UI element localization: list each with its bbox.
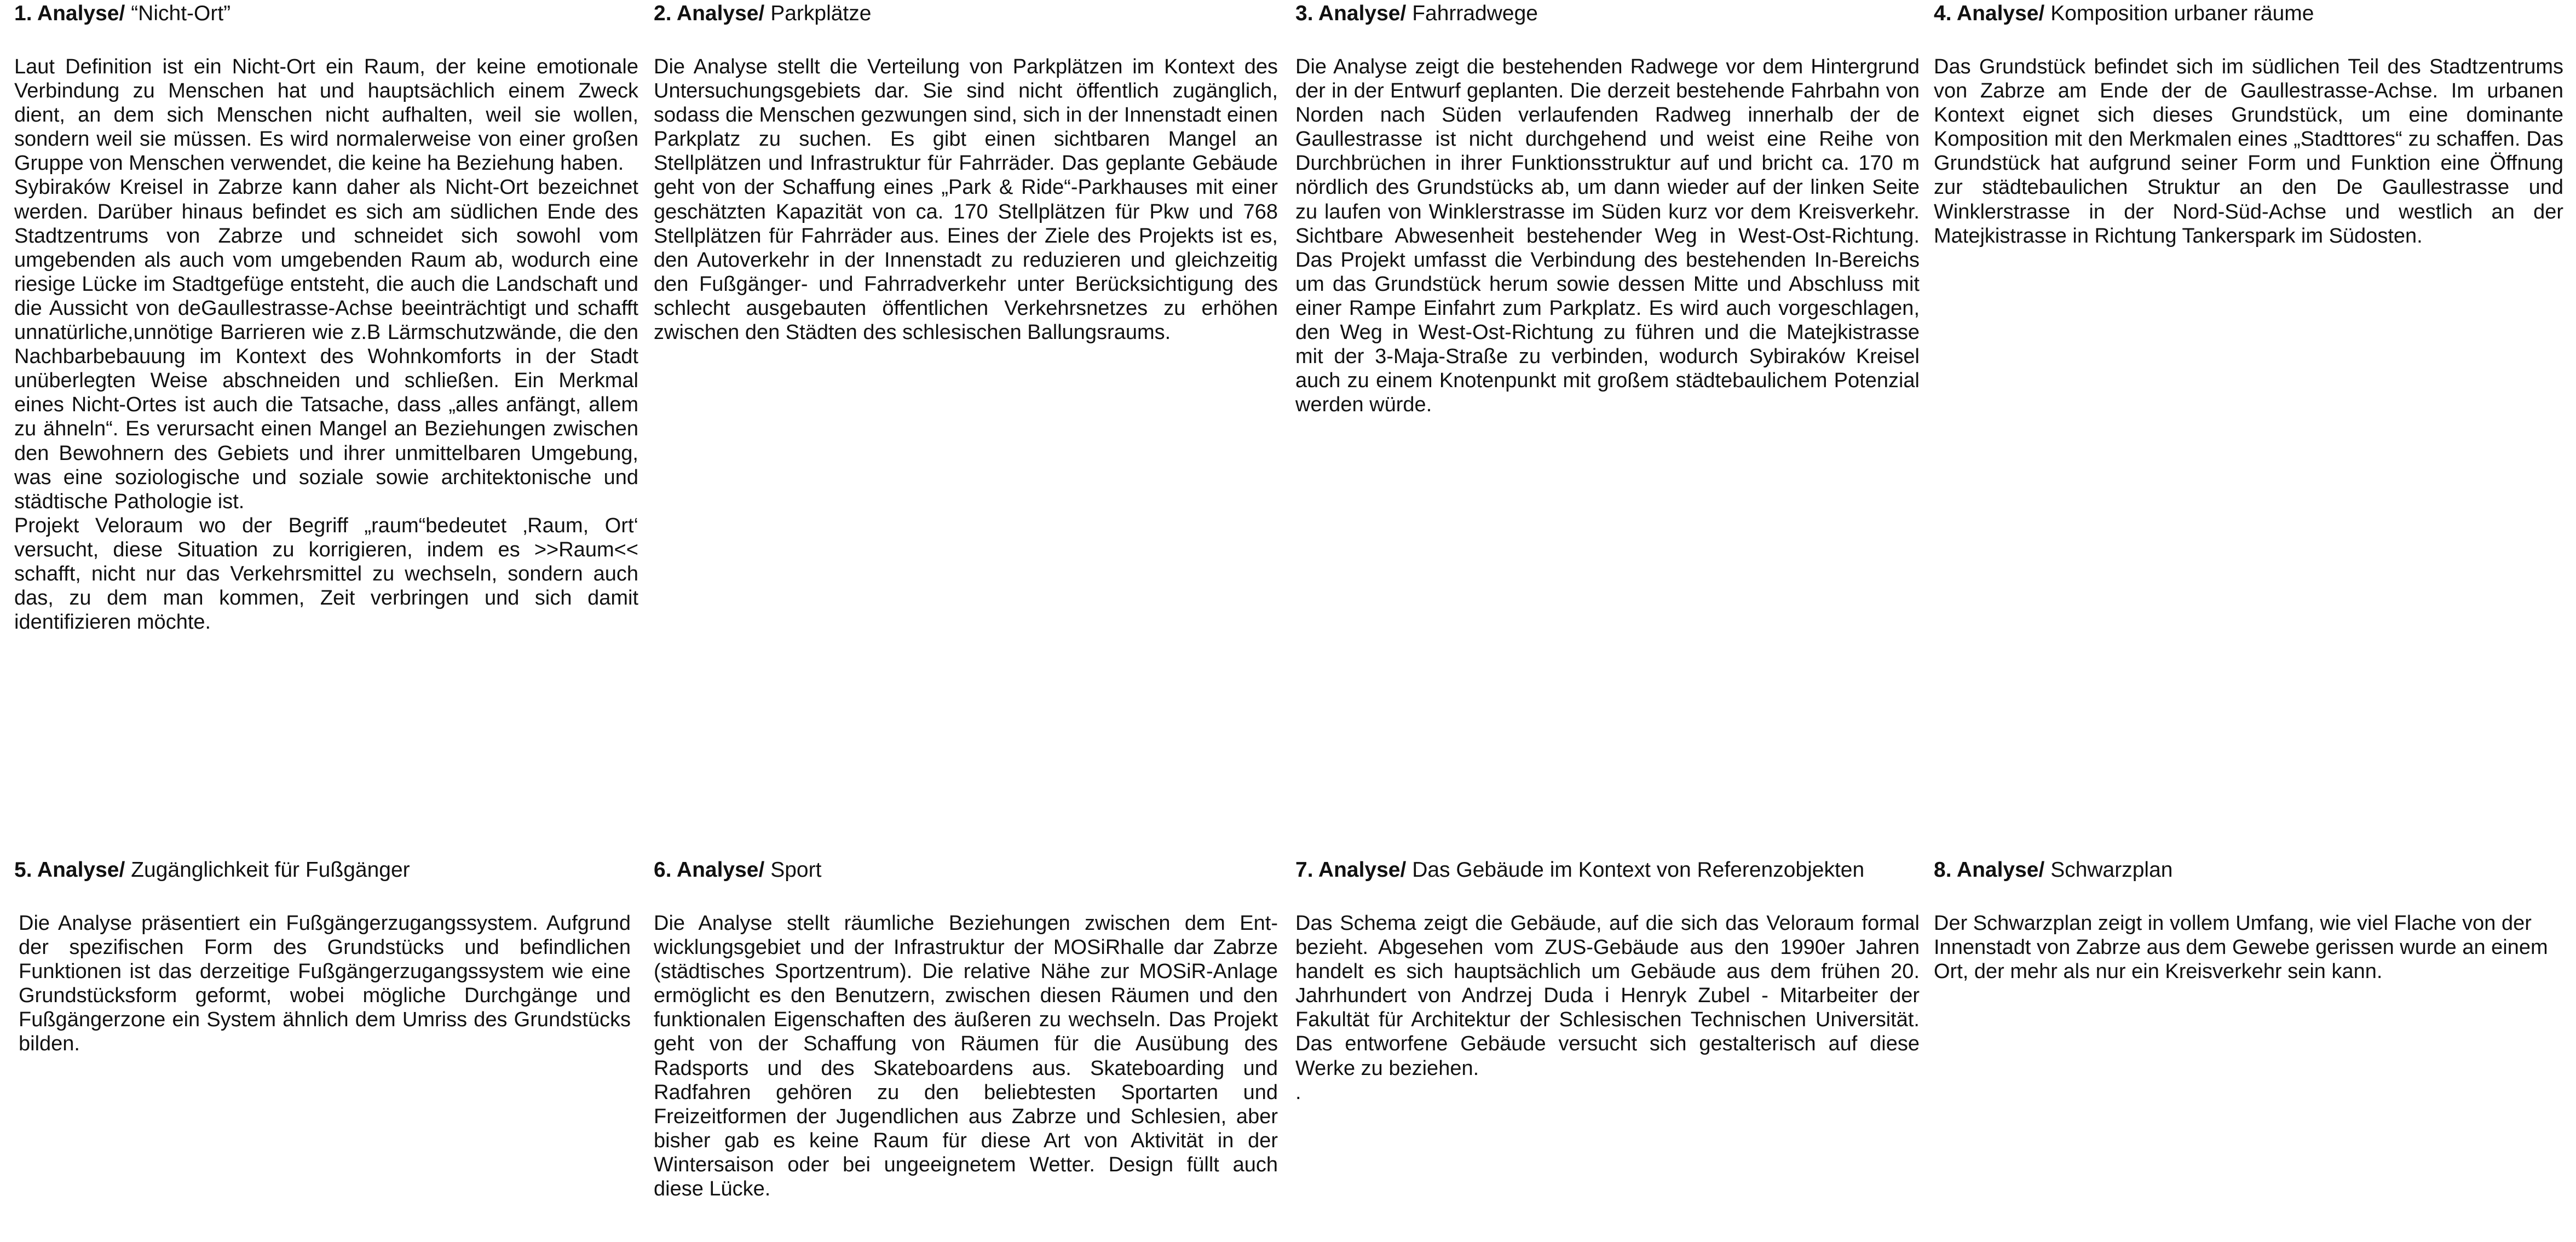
section-4-title: Komposition urbaner räume xyxy=(2050,2,2314,25)
section-7-title: Das Gebäude im Kontext von Referenzobjekten xyxy=(1412,858,1865,882)
section-7-referenzobjekte xyxy=(1295,858,1920,1105)
section-3-title: Fahrradwege xyxy=(1412,2,1538,25)
section-2-body xyxy=(654,55,1278,344)
section-7-paragraph-2: . xyxy=(1295,1080,1301,1104)
section-5-paragraph-1: Die Analyse präsentiert ein Fußgängerzugangssystem. Aufgrund der spezifischen Form des Grundstücks und befindlichen Funktionen ist das derzeitige Fußgängerzugangssystem wie eine Grundstücksform geformt, wobei mögliche Durchgänge und Fußgängerzone ein System ähnlich dem Umriss des Grundstücks bilden. xyxy=(19,912,631,1056)
section-8-schwarzplan xyxy=(1934,858,2563,984)
section-3-number: 3. Analyse/ xyxy=(1295,2,1407,25)
section-3-fahrradwege xyxy=(1295,1,1920,417)
section-6-heading xyxy=(654,858,1278,883)
section-1-paragraph-2: Sybiraków Kreisel in Zabrze kann daher als Nicht-Ort bezeichnet werden. Darüber hinaus befindet es sich am südlichen Ende des Stadtzentrums von Zabrze und schneidet sich sowohl vom umgebenden als auch vom umgebenden Raum ab, wodurch eine riesige Lücke im Stadtgefüge entsteht, die auch die Landschaft und die Aussicht von deGaullestrasse-Achse beeinträchtigt und schafft unnatürliche,unnötige Barrieren wie z.B Lärmschutzwände, die den Nachbarbebauung im Kontext des Wohnkomforts in der Stadt unüberlegten Weise abschneiden und schließen. Ein Merkmal eines Nicht-Ortes ist auch die Tatsache, dass „alles anfängt, allem zu ähneln“. Es verursacht einen Mangel an Beziehungen zwischen den Bewohnern des Gebiets und ihrer unmittelbaren Umgebung, was eine soziologische und soziale sowie architektonische und städtische Pathologie ist. xyxy=(14,176,638,513)
section-8-number: 8. Analyse/ xyxy=(1934,858,2045,882)
section-4-komposition xyxy=(1934,1,2563,248)
section-1-paragraph-3: Projekt Veloraum wo der Begriff „raum“bedeutet ‚Raum, Ort‘ versucht, diese Situation zu korrigieren, indem es >>Raum<< schafft, nicht nur das Verkehrsmittel zu wechseln, sondern auch das, zu dem man kommen, Zeit verbringen und sich damit identifizieren möchte. xyxy=(14,514,638,634)
section-2-number: 2. Analyse/ xyxy=(654,2,765,25)
section-8-heading xyxy=(1934,858,2563,883)
section-6-number: 6. Analyse/ xyxy=(654,858,765,882)
section-6-title: Sport xyxy=(770,858,822,882)
section-4-number: 4. Analyse/ xyxy=(1934,2,2045,25)
section-1-nicht-ort xyxy=(14,1,638,634)
section-2-heading xyxy=(654,1,1278,26)
section-2-paragraph-1: Die Analyse stellt die Verteilung von Parkplätzen im Kontext des Untersuchungsgebiets dar. Sie sind nicht öffentlich zugänglich, sodass die Menschen gezwungen sind, sich in der Innenstadt einen Parkplatz zu suchen. Es gibt einen sichtbaren Mangel an Stellplätzen und Infrastruktur für Fahrräder. Das geplante Gebäude geht von der Schaffung eines „Park & Ride“-Parkhauses mit einer geschätzten Kapazität von ca. 170 Stellplätzen für Pkw und 768 Stellplätzen für Fahrräder aus. Eines der Ziele des Projekts ist es, den Autoverkehr in der Innenstadt zu reduzieren und gleichzeitig den Fußgänger- und Fahrradverkehr unter Berücksichtigung des schlecht ausgebauten öffentlichen Verkehrsnetzes zu erhöhen zwischen den Städten des schlesischen Ballungsraums. xyxy=(654,55,1278,344)
section-7-body xyxy=(1295,911,1920,1105)
section-1-heading xyxy=(14,1,638,26)
section-8-body xyxy=(1934,911,2563,984)
section-7-paragraph-1: Das Schema zeigt die Gebäude, auf die sich das Veloraum formal bezieht. Abgesehen vom ZUS-Gebäude aus den 1990er Jahren handelt es sich hauptsächlich um Gebäude aus dem frühen 20. Jahrhundert von Andrzej Duda i Henryk Zubel - Mitarbeiter der Fakultät für Architektur der Schlesischen Technischen Universität. Das entworfene Gebäude versucht sich gestalterisch auf diese Werke zu beziehen. xyxy=(1295,912,1920,1080)
section-2-parkplaetze xyxy=(654,1,1278,344)
section-3-heading xyxy=(1295,1,1920,26)
section-7-number: 7. Analyse/ xyxy=(1295,858,1407,882)
section-2-title: Parkplätze xyxy=(770,2,872,25)
section-1-body xyxy=(14,55,638,634)
section-6-body xyxy=(654,911,1278,1201)
section-1-paragraph-1: Laut Definition ist ein Nicht-Ort ein Raum, der keine emotionale Verbindung zu Menschen hat und hauptsächlich einem Zweck dient, an dem sich Menschen nicht aufhalten, weil sie wollen, sondern weil sie müssen. Es wird normalerweise von einer großen Gruppe von Menschen verwendet, die keine ha Beziehung haben. xyxy=(14,55,638,175)
section-8-title: Schwarzplan xyxy=(2050,858,2173,882)
section-6-sport xyxy=(654,858,1278,1201)
section-5-title: Zugänglichkeit für Fußgänger xyxy=(131,858,410,882)
section-1-title: “Nicht-Ort” xyxy=(131,2,231,25)
section-8-paragraph-1: Der Schwarzplan zeigt in vollem Umfang, wie viel Flache von der Innenstadt von Zabrze aus dem Gewebe gerissen wurde an einem Ort, der mehr als nur ein Kreisverkehr sein kann. xyxy=(1934,912,2548,984)
section-5-zugaenglichkeit xyxy=(14,858,638,1056)
section-6-paragraph-1: Die Analyse stellt räumliche Beziehungen zwischen dem Entwicklungsgebiet und der Infrastruktur der MOSiRhalle dar Zabrze (städtisches Sportzentrum). Die relative Nähe zur MOSiR-Anlage ermöglicht es den Benutzern, zwischen diesen Räumen und den funktionalen Eigenschaften des äußeren zu wechseln. Das Projekt geht von der Schaffung von Räumen für die Ausübung des Radsports und des Skateboardens aus. Skateboarding und Radfahren gehören zu den beliebtesten Sportarten und Freizeitformen der Jugendlichen aus Zabrze und Schlesien, aber bisher gab es keine Raum für diese Art von Aktivität in der Wintersaison oder bei ungeeignetem Wetter. Design füllt auch diese Lücke. xyxy=(654,912,1278,1201)
section-4-body xyxy=(1934,55,2563,248)
section-3-body xyxy=(1295,55,1920,417)
section-1-number: 1. Analyse/ xyxy=(14,2,125,25)
section-5-body xyxy=(14,911,638,1056)
section-4-paragraph-1: Das Grundstück befindet sich im südlichen Teil des Stadtzentrums von Zabrze am Ende der de Gaullestrasse-Achse. Im urbanen Kontext eignet sich dieses Grundstück, um eine dominante Komposition mit den Merkmalen eines „Stadttores“ zu schaffen. Das Grundstück hat aufgrund seiner Form und Funktion eine Öffnung zur städtebaulichen Struktur an den De Gaullestrasse und Winklerstrasse in der Nord-Süd-Achse und westlich an der Matejkistrasse in Richtung Tankerspark im Südosten. xyxy=(1934,55,2563,248)
section-3-paragraph-1: Die Analyse zeigt die bestehenden Radwege vor dem Hintergrund der in der Entwurf geplanten. Die derzeit bestehende Fahrbahn von Norden nach Süden verlaufenden Radweg innerhalb der de Gaullestrasse ist nicht durchgehend und weist eine Reihe von Durchbrüchen in ihrer Funktionsstruktur auf und bricht ca. 170 m nördlich des Grundstücks ab, um dann wieder auf der linken Seite zu laufen von Winklerstrasse im Süden kurz vor dem Kreisverkehr. Sichtbare Abwesenheit bestehender Weg in West-Ost-Richtung. Das Projekt umfasst die Verbindung des bestehenden In-Bereichs um das Grundstück herum sowie dessen Mitte und Abschluss mit einer Rampe Einfahrt zum Parkplatz. Es wird auch vorgeschlagen, den Weg in West-Ost-Richtung zu führen und die Matejkistrasse mit der 3-Maja-Straße zu verbinden, wodurch Sybiraków Kreisel auch zu einem Knotenpunkt mit großem städtebaulichem Potenzial werden würde. xyxy=(1295,55,1920,417)
section-5-number: 5. Analyse/ xyxy=(14,858,125,882)
section-4-heading xyxy=(1934,1,2563,26)
section-7-heading xyxy=(1295,858,1920,883)
section-5-heading xyxy=(14,858,638,883)
